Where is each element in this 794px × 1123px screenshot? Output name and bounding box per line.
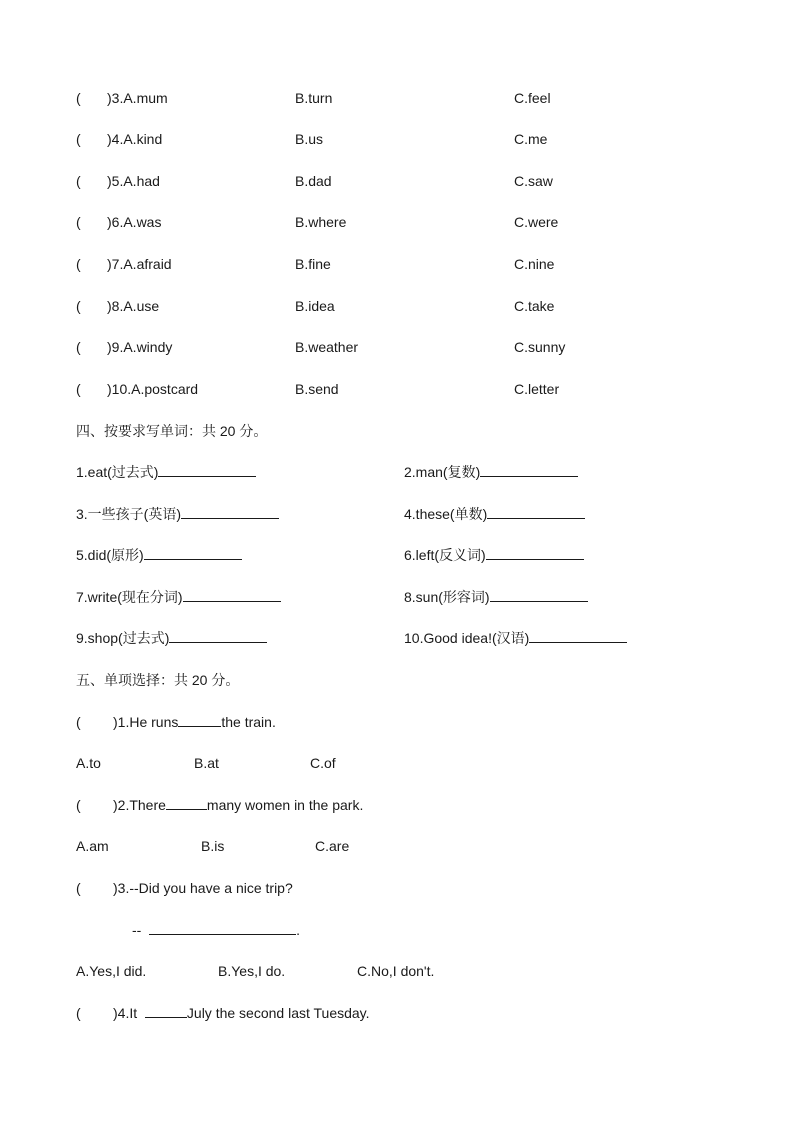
answer-blank[interactable] <box>158 462 256 477</box>
answer-paren: ( <box>76 797 81 813</box>
section-heading: 四、按要求写单词：共 20 分。 <box>76 423 268 439</box>
choice-a: A.am <box>76 838 109 854</box>
word-item: 9.shop(过去式) <box>76 628 267 648</box>
option-b: B.idea <box>295 298 335 314</box>
answer-blank[interactable] <box>487 504 585 519</box>
word-item: 10.Good idea!(汉语) <box>404 628 627 648</box>
option-b: B.where <box>295 214 347 230</box>
question-text: )4.It July the second last Tuesday. <box>113 1005 370 1021</box>
choice-c: C.No,I don't. <box>357 963 435 979</box>
option-c: C.were <box>514 214 559 230</box>
word-item: 2.man(复数) <box>404 462 578 482</box>
option-c: C.take <box>514 298 555 314</box>
question-text: )3.--Did you have a nice trip? <box>113 880 293 896</box>
option-c: C.sunny <box>514 339 566 355</box>
option-a: )9.A.windy <box>107 339 173 355</box>
answer-paren: ( <box>76 1005 81 1021</box>
section-heading: 五、单项选择：共 20 分。 <box>76 672 240 688</box>
answer-blank[interactable] <box>149 920 296 935</box>
answer-blank[interactable] <box>490 587 588 602</box>
answer-blank[interactable] <box>181 504 279 519</box>
answer-paren: ( <box>76 714 81 730</box>
option-b: B.turn <box>295 90 333 106</box>
word-item: 4.these(单数) <box>404 504 585 524</box>
option-b: B.send <box>295 381 339 397</box>
question-text: )2.There many women in the park. <box>113 797 364 813</box>
option-a: )7.A.afraid <box>107 256 172 272</box>
response-line: -- . <box>132 922 300 938</box>
option-a: )8.A.use <box>107 298 160 314</box>
question-text: )1.He runs the train. <box>113 714 276 730</box>
option-b: B.fine <box>295 256 331 272</box>
answer-blank[interactable] <box>166 795 207 810</box>
answer-blank[interactable] <box>486 545 584 560</box>
answer-paren: ( <box>76 173 81 189</box>
answer-blank[interactable] <box>183 587 281 602</box>
answer-paren: ( <box>76 880 81 896</box>
word-item: 1.eat(过去式) <box>76 462 256 482</box>
option-a: )5.A.had <box>107 173 160 189</box>
option-a: )4.A.kind <box>107 131 163 147</box>
option-c: C.letter <box>514 381 560 397</box>
answer-paren: ( <box>76 339 81 355</box>
answer-blank[interactable] <box>178 712 221 727</box>
answer-blank[interactable] <box>480 462 578 477</box>
choice-b: B.is <box>201 838 225 854</box>
option-b: B.weather <box>295 339 359 355</box>
option-a: )10.A.postcard <box>107 381 199 397</box>
answer-paren: ( <box>76 381 81 397</box>
option-b: B.dad <box>295 173 332 189</box>
word-item: 6.left(反义词) <box>404 545 584 565</box>
option-a: )6.A.was <box>107 214 162 230</box>
choice-c: C.of <box>310 755 336 771</box>
answer-blank[interactable] <box>144 545 242 560</box>
option-c: C.saw <box>514 173 553 189</box>
choice-b: B.Yes,I do. <box>218 963 286 979</box>
word-item: 8.sun(形容词) <box>404 587 588 607</box>
answer-blank[interactable] <box>145 1003 187 1018</box>
answer-paren: ( <box>76 131 81 147</box>
option-c: C.feel <box>514 90 551 106</box>
word-item: 5.did(原形) <box>76 545 242 565</box>
word-item: 3.一些孩子(英语) <box>76 504 279 524</box>
answer-paren: ( <box>76 214 81 230</box>
option-a: )3.A.mum <box>107 90 168 106</box>
option-c: C.me <box>514 131 548 147</box>
option-c: C.nine <box>514 256 555 272</box>
choice-c: C.are <box>315 838 350 854</box>
answer-blank[interactable] <box>529 628 627 643</box>
choice-b: B.at <box>194 755 219 771</box>
answer-paren: ( <box>76 90 81 106</box>
choice-a: A.to <box>76 755 101 771</box>
choice-a: A.Yes,I did. <box>76 963 147 979</box>
word-item: 7.write(现在分词) <box>76 587 281 607</box>
answer-paren: ( <box>76 298 81 314</box>
answer-paren: ( <box>76 256 81 272</box>
answer-blank[interactable] <box>169 628 267 643</box>
option-b: B.us <box>295 131 324 147</box>
